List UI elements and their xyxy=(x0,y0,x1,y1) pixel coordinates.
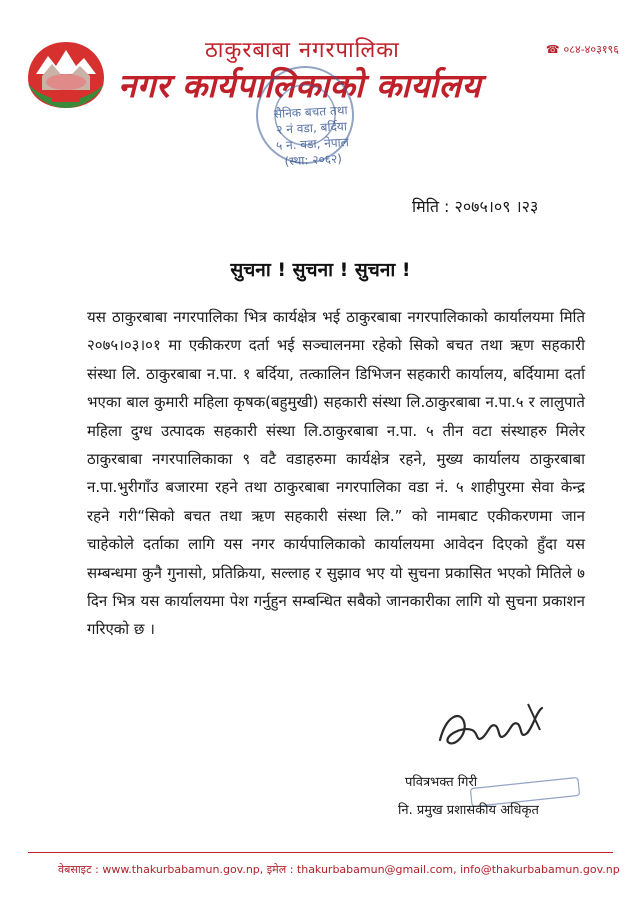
notice-body: यस ठाकुरबाबा नगरपालिका भित्र कार्यक्षेत्र भई ठाकुरबाबा नगरपालिकाको कार्यालयमा मिति २०७५।०३।०१ मा एकीकरण दर्ता भई सञ्चालनमा रहेको सिको बचत तथा ऋण सहकारी संस्था लि. ठाकुरबाबा न.पा. १ बर्दिया, तत्कालिन डिभिजन सहकारी कार्यालय, बर्दियामा दर्ता भएका बाल कुमारी महिला कृषक(बहुमुखी) सहकारी संस्था लि.ठाकुरबाबा न.पा.५ र लालुपाते महिला दुग्ध उत्पादक सहकारी संस्था लि.ठाकुरबाबा न.पा. ५ तीन वटा संस्थाहरु मिलेर ठाकुरबाबा नगरपालिकाका ९ वटै वडाहरुमा कार्यक्षेत्र रहने, मुख्य कार्यालय ठाकुरबाबा न.पा.भुरीगाँउ बजारमा रहने तथा ठाकुरबाबा नगरपालिका वडा नं. ५ शाहीपुरमा सेवा केन्द्र रहने गरी“सिको बचत तथा ऋण सहकारी संस्था लि.” को नामबाट एकीकरणमा जान चाहेकोले दर्ताका लागि यस नगर कार्यपालिकाको कार्यालयमा आवेदन दिएको हुँदा यस सम्बन्धमा कुनै गुनासो, प्रतिक्रिया, सल्लाह र सुझाव भए यो सुचना प्रकासित भएको मितिले ७ दिन भित्र यस कार्यालयमा पेश गर्नुहुन सम्बन्धित सबैको जानकारीका लागि यो सुचना प्रकाशन गरिएको छ । xyxy=(87,308,585,639)
phone-number: ☎ ०८४-४०३१९६ xyxy=(545,43,619,56)
footer-divider xyxy=(28,852,613,853)
signer-name: पवित्रभक्त गिरी xyxy=(405,775,478,790)
signature-icon xyxy=(432,700,552,760)
office-name: नगर कार्यपालिकाको कार्यालय xyxy=(118,66,481,105)
seal-line: सैनिक बचत तथा xyxy=(273,103,348,121)
phone-icon: ☎ xyxy=(545,43,560,56)
seal-line: ५ न. वडा, नेपाल xyxy=(275,135,350,153)
notice-date: मिति : २०७५।०९ ।२३ xyxy=(412,197,539,216)
footer-contact: वेबसाइट : www.thakurbabamun.gov.np, इमेल : thakurbabamun@gmail.com, info@thakurbabamun.gov.np xyxy=(58,863,620,876)
signer-title: नि. प्रमुख प्रशासकीय अधिकृत xyxy=(398,803,539,818)
seal-text xyxy=(250,101,373,171)
notice-heading: सुचना ! सुचना ! सुचना ! xyxy=(230,259,411,281)
nepal-emblem-icon xyxy=(22,38,110,112)
org-name: ठाकुरबाबा नगरपालिका xyxy=(205,38,400,63)
seal-line: २ नं वडा, बर्दिया xyxy=(275,119,348,137)
seal-line: (स्था: २०६२) xyxy=(284,151,343,169)
